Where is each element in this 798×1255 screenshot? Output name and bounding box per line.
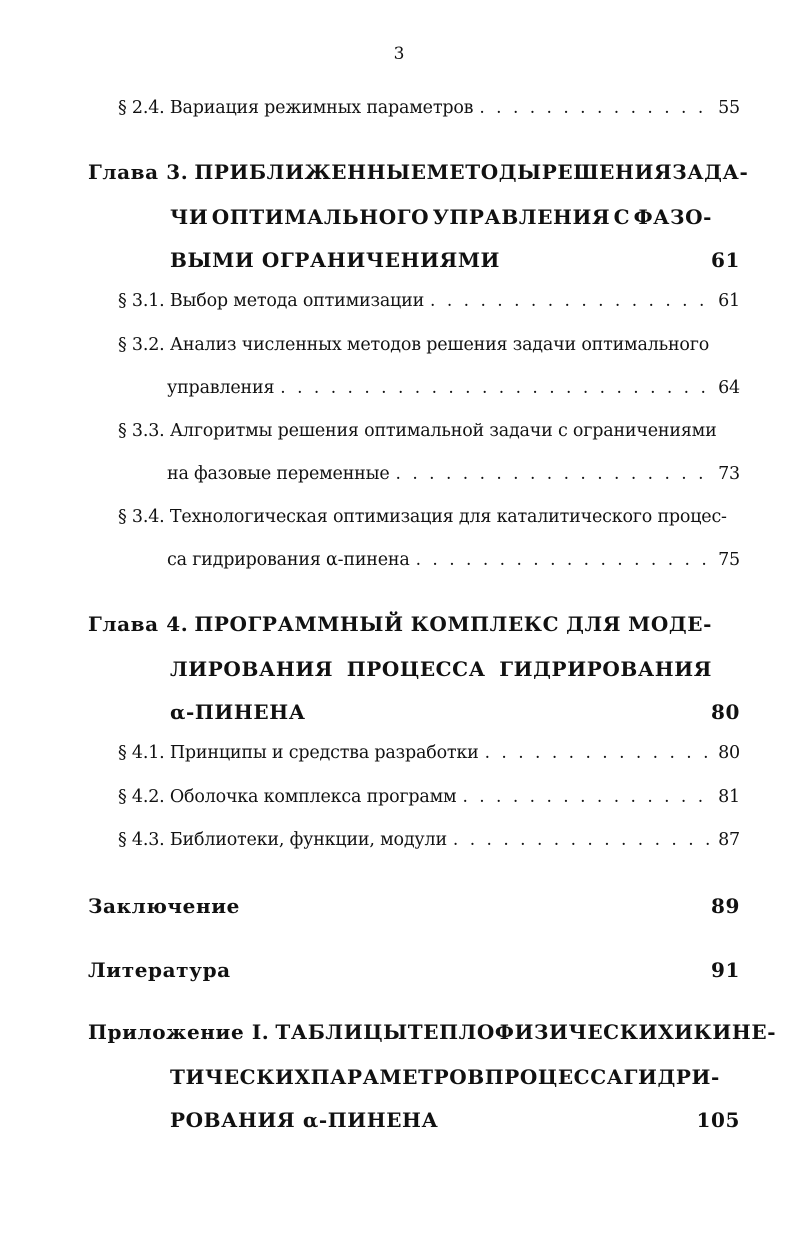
title-word: КОМПЛЕКС: [410, 612, 560, 636]
toc-entry-literature[interactable]: [88, 958, 740, 982]
toc-entry-3-4-line-2[interactable]: [167, 550, 740, 570]
toc-chapter-4-line-2: [170, 657, 712, 681]
title-word: МОДЕ-: [628, 612, 712, 636]
toc-entry-3-3-line-1[interactable]: [118, 421, 717, 441]
toc-chapter-4-line-1[interactable]: [88, 612, 712, 636]
toc-entry-conclusion[interactable]: [88, 894, 740, 918]
toc-entry-3-2-line-1[interactable]: [118, 335, 710, 355]
appendix-prefix: Приложение I.: [88, 1020, 270, 1044]
title-word: РЕШЕНИЯ: [541, 160, 673, 184]
toc-entry-page: 75: [718, 550, 740, 570]
toc-entry-label: § 3.4. Технологическая оптимизация для каталитического процес-: [118, 507, 727, 527]
toc-entry-page: 80: [718, 743, 740, 763]
toc-entry-3-3-line-2[interactable]: [167, 464, 740, 484]
toc-entry-3-2-line-2[interactable]: [167, 378, 740, 398]
toc-entry-2-4[interactable]: [118, 98, 740, 118]
chapter-title-line: [194, 612, 712, 636]
toc-chapter-4-line-3: [170, 700, 740, 724]
toc-entry-label: Заключение: [88, 894, 240, 918]
toc-entry-label: Литература: [88, 958, 231, 982]
toc-entry-label: § 4.1. Принципы и средства разработки: [118, 743, 479, 763]
chapter-title-line: ВЫМИ ОГРАНИЧЕНИЯМИ: [170, 248, 501, 272]
title-word: ЛИРОВАНИЯ: [170, 657, 334, 681]
dot-leader: [396, 464, 713, 484]
toc-entry-3-4-line-1[interactable]: [118, 507, 727, 527]
dot-leader: [453, 830, 712, 850]
title-word: ЗАДА-: [672, 160, 749, 184]
title-word: ПРОЦЕССА: [484, 1065, 624, 1089]
toc-entry-label: са гидрирования α-пинена: [167, 550, 410, 570]
toc-appendix-1-line-1[interactable]: [88, 1020, 777, 1044]
dot-leader: [430, 291, 712, 311]
toc-entry-4-1[interactable]: [118, 743, 740, 763]
title-word: ПРИБЛИЖЕННЫЕ: [194, 160, 427, 184]
toc-entry-page: 61: [718, 291, 740, 311]
dot-leader: [280, 378, 712, 398]
title-word: ГИДРИРОВАНИЯ: [499, 657, 712, 681]
title-word: ПАРАМЕТРОВ: [310, 1065, 485, 1089]
toc-chapter-3-line-1[interactable]: [88, 160, 749, 184]
toc-entry-label: § 3.3. Алгоритмы решения оптимальной задачи с ограничениями: [118, 421, 717, 441]
title-word: ПРОГРАММНЫЙ: [194, 612, 404, 636]
toc-entry-label: § 2.4. Вариация режимных параметров: [118, 98, 474, 118]
toc-entry-page: 55: [718, 98, 740, 118]
dot-leader: [416, 550, 713, 570]
toc-entry-page: 61: [710, 248, 740, 272]
appendix-title-line: [275, 1020, 776, 1044]
toc-entry-label: § 4.3. Библиотеки, функции, модули: [118, 830, 447, 850]
dot-leader: [479, 98, 712, 118]
toc-entry-label: на фазовые переменные: [167, 464, 390, 484]
title-word: ТАБЛИЦЫ: [275, 1020, 408, 1044]
toc-entry-3-1[interactable]: [118, 291, 740, 311]
toc-appendix-1-line-3: [170, 1108, 740, 1132]
toc-entry-page: 87: [718, 830, 740, 850]
toc-entry-label: § 3.2. Анализ численных методов решения задачи оптимального: [118, 335, 710, 355]
title-word: И: [674, 1020, 694, 1044]
title-word: ФАЗО-: [633, 205, 712, 229]
title-word: ЧИ: [170, 205, 209, 229]
title-word: МЕТОДЫ: [426, 160, 542, 184]
toc-entry-page: 105: [696, 1108, 740, 1132]
title-word: С: [613, 205, 631, 229]
toc-entry-page: 73: [718, 464, 740, 484]
title-word: ГИДРИ-: [623, 1065, 720, 1089]
toc-entry-4-2[interactable]: [118, 787, 740, 807]
toc-entry-page: 81: [718, 787, 740, 807]
chapter-title-line: [194, 160, 748, 184]
toc-entry-page: 80: [710, 700, 740, 724]
chapter-title-line: α-ПИНЕНА: [170, 700, 306, 724]
dot-leader: [485, 743, 713, 763]
toc-entry-page: 91: [710, 958, 740, 982]
toc-entry-4-3[interactable]: [118, 830, 740, 850]
toc-entry-label: § 4.2. Оболочка комплекса программ: [118, 787, 457, 807]
toc-entry-page: 89: [710, 894, 740, 918]
toc-chapter-3-line-3: [170, 248, 740, 272]
title-word: КИНЕ-: [693, 1020, 777, 1044]
toc-chapter-3-line-2: [170, 205, 712, 229]
toc-appendix-1-line-2: [170, 1065, 720, 1089]
toc-entry-label: § 3.1. Выбор метода оптимизации: [118, 291, 425, 311]
title-word: ПРОЦЕССА: [346, 657, 486, 681]
toc-entry-label: управления: [167, 378, 275, 398]
title-word: УПРАВЛЕНИЯ: [432, 205, 611, 229]
title-word: ДЛЯ: [566, 612, 622, 636]
page-number: 3: [393, 44, 405, 64]
title-word: ТИЧЕСКИХ: [170, 1065, 311, 1089]
toc-entry-page: 64: [718, 378, 740, 398]
title-word: ТЕПЛОФИЗИЧЕСКИХ: [407, 1020, 675, 1044]
appendix-title-line: РОВАНИЯ α-ПИНЕНА: [170, 1108, 439, 1132]
dot-leader: [462, 787, 712, 807]
title-word: ОПТИМАЛЬНОГО: [211, 205, 430, 229]
chapter-prefix: Глава 3.: [88, 160, 189, 184]
chapter-prefix: Глава 4.: [88, 612, 189, 636]
